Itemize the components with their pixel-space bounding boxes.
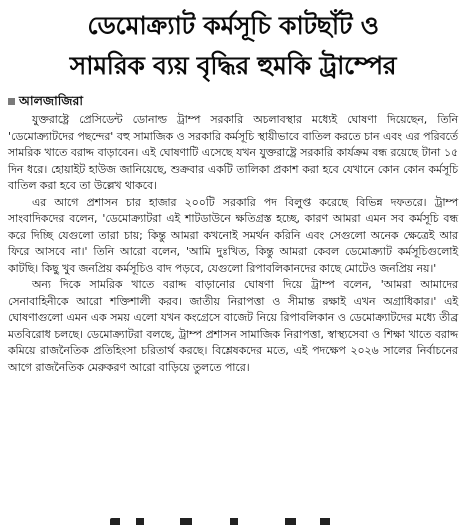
headline <box>0 0 466 86</box>
square-bullet-icon <box>8 98 15 105</box>
headline-line-1: ডেমোক্র্যাট কর্মসূচি কাটছাঁট ও <box>87 11 379 40</box>
headline-line-2: সামরিক ব্যয় বৃদ্ধির হুমকি ট্রাম্পের <box>69 51 397 80</box>
source-name: আলজাজিরা <box>19 93 83 108</box>
cropped-text-fragment <box>110 518 360 525</box>
source-line <box>8 92 466 110</box>
cropped-next-headline <box>0 515 466 525</box>
article-paragraph-3: অন্য দিকে সামরিক খাতে বরাদ্দ বাড়ানোর ঘোষণা দিয়ে ট্রাম্প বলেন, 'আমরা আমাদের সেনাবাহিনীকে আরো শক্তিশালী করব। জাতীয় নিরাপত্তা ও সীমান্ত রক্ষাই এখন অগ্রাধিকার।' এই ঘোষণাগুলো এমন এক সময় এলো যখন কংগ্রেসে বাজেট নিয়ে রিপাবলিকান ও ডেমোক্র্যাটদের মধ্যে তীব্র মতবিরোধ চলছে। ডেমোক্র্যাটরা বলছে, ট্রাম্প প্রশাসন সামাজিক নিরাপত্তা, স্বাস্থ্যসেবা ও শিক্ষা খাতে বরাদ্দ কমিয়ে রাজনৈতিক প্রতিহিংসা চরিতার্থ করছে। বিশ্লেষকদের মতে, এই পদক্ষেপ ২০২৬ সালের নির্বাচনের আগে রাজনৈতিক মেরুকরণ আরো বাড়িয়ে তুলতে পারে। <box>8 278 458 374</box>
article-paragraph-1: যুক্তরাষ্ট্রে প্রেসিডেন্ট ডোনাল্ড ট্রাম্প সরকারি অচলাবস্থার মধ্যেই ঘোষণা দিয়েছেন, তিনি 'ডেমোক্র্যাটদের পছন্দের' বহু সামাজিক ও সরকারি কর্মসূচি স্থায়ীভাবে বাতিল করতে চান এবং এর পরিবর্তে সামরিক খাতে বরাদ্দ বাড়াবেন। এই ঘোষণাটি এসেছে যখন যুক্তরাষ্ট্রে সরকারি কার্যক্রম বন্ধ রয়েছে টানা ১৫ দিন ধরে। হোয়াইট হাউজ জানিয়েছে, শুক্রবার একটি তালিকা প্রকাশ করা হবে যেখানে কোন কোন কর্মসূচি বাতিল করা হবে তা উল্লেখ থাকবে। <box>8 113 458 192</box>
article-body <box>0 112 466 376</box>
article-paragraph-2: এর আগে প্রশাসন চার হাজার ২০০টি সরকারি পদ বিলুপ্ত করেছে বিভিন্ন দফতরে। ট্রাম্প সাংবাদিকদের বলেন, 'ডেমোক্র্যাটরা এই শাটডাউনে ক্ষতিগ্রস্ত হচ্ছে, কারণ আমরা এমন সব কর্মসূচি বন্ধ করে দিচ্ছি যেগুলো তারা চায়; কিন্তু আমরা কখনোই সমর্থন করিনি এবং সেগুলো অনেক ক্ষেত্রেই আর ফিরে আসবে না।' তিনি আরো বলেন, 'আমি দুঃখিত, কিন্তু আমরা কেবল ডেমোক্র্যাট কর্মসূচিগুলোই কাটছি। কিছু খুব জনপ্রিয় কর্মসূচিও বাদ পড়বে, যেগুলো রিপাবলিকানদের কাছে মোটেও জনপ্রিয় নয়।' <box>8 195 458 275</box>
